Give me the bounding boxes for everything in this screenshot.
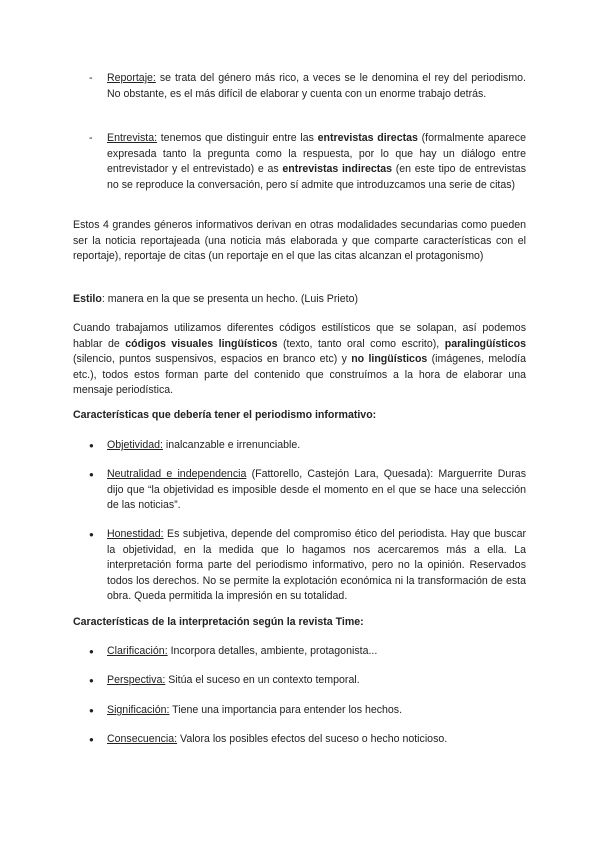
term-consecuencia: Consecuencia: [107,733,178,745]
text-consecuencia: Valora los posibles efectos del suceso o hecho noticioso. [177,733,448,745]
text-codigos-4: (imágenes, melodía etc.), todos estos forman parte del contenido que construímos a la hora de elaborar una mensaje periodística. [73,353,527,396]
text-codigos-2: (texto, tanto oral como escrito), [277,337,445,350]
list-item-neutralidad [107,467,526,514]
bullet-marker: ● [89,441,94,450]
term-significacion: Significación: [107,704,170,716]
bullet-marker: ● [89,706,94,715]
term-neutralidad: Neutralidad e independencia [107,468,247,480]
term-clarificacion: Clarificación: [107,645,168,657]
paragraph-generos: Estos 4 grandes géneros informativos derivan en otras modalidades secundarias como pueden ser la noticia reportajeada (una noticia más elaborada y que comparte características con el reportaje), reportaje de citas (un reportaje en el que las citas alcanzan el protagonismo) [73,219,526,262]
bold-codigos-visuales: códigos visuales lingüísticos [125,337,278,350]
heading-caracteristicas-periodismo: Características que debería tener el periodismo informativo: [73,409,377,421]
list-item-consecuencia [107,732,526,748]
bullet-marker: ● [89,470,94,479]
text-codigos-1: Cuando trabajamos utilizamos diferentes códigos estilísticos que se solapan, así podemos hablar de [73,322,526,350]
text-objetividad: inalcanzable e irrenunciable. [162,439,301,451]
text-codigos-3: (silencio, puntos suspensivos, espacios en branco etc) y [73,353,352,365]
text-perspectiva: Sitúa el suceso en un contexto temporal. [165,674,360,686]
dash-marker: - [89,132,93,144]
list-item-reportaje [107,71,526,102]
list-item-objetividad [107,438,526,454]
term-perspectiva: Perspectiva: [107,674,166,686]
bullet-marker: ● [89,676,94,685]
bold-entrevistas-indirectas: entrevistas indirectas [282,163,393,175]
list-item-entrevista [107,131,526,193]
list-item-perspectiva [107,673,526,689]
term-entrevista: Entrevista: [107,132,158,144]
list-item-honestidad [107,527,526,605]
list-item-clarificacion [107,644,526,660]
text-clarificacion: Incorpora detalles, ambiente, protagonista... [167,645,378,657]
text-significacion: Tiene una importancia para entender los hechos. [169,704,403,716]
term-honestidad: Honestidad: [107,528,164,540]
text-neutralidad: (Fattorello, Castejón Lara, Quesada): Marguerrite Duras dijo que “la objetividad es imposible desde el momento en el que se hace una selección de las noticias”. [107,468,526,511]
bold-paralinguisticos: paralingüísticos [444,337,526,350]
term-objetividad: Objetividad: [107,439,163,451]
bullet-marker: ● [89,735,94,744]
bold-no-linguisticos: no lingüísticos [351,353,428,365]
list-item-significacion [107,703,526,719]
text-honestidad: Es subjetiva, depende del compromiso ético del periodista. Hay que buscar la objetividad, en la medida que lo hagamos nos acercaremos más a ella. La interpretación forma parte del periodismo informativo, pero no la opinión. Reservados todos los derechos. No se permite la explotación económica ni la transformación de esta obra. Queda permitida la impresión en su totalidad. [107,528,526,602]
heading-caracteristicas-time: Características de la interpretación según la revista Time: [73,616,364,628]
text-reportaje: se trata del género más rico, a veces se le denomina el rey del periodismo. No obstante, es el más difícil de elaborar y cuenta con un enorme trabajo detrás. [107,72,526,100]
bullet-marker: ● [89,530,94,539]
text-entrevista-3: (en este tipo de entrevistas no se reproduce la conversación, pero sí admite que introduzcamos una serie de citas) [107,163,526,191]
paragraph-estilo [73,292,526,308]
bullet-marker: ● [89,647,94,656]
text-entrevista-1: tenemos que distinguir entre las [157,132,318,144]
text-estilo: : manera en la que se presenta un hecho. (Luis Prieto) [101,293,359,305]
term-estilo: Estilo [73,293,102,305]
paragraph-codigos [73,321,526,399]
dash-marker: - [89,72,93,84]
bold-entrevistas-directas: entrevistas directas [317,132,418,144]
term-reportaje: Reportaje: [107,72,156,84]
text-entrevista-2: (formalmente aparece expresada tanto la pregunta como la respuesta, por lo que hay un diálogo entre entrevistador y el entrevistado) e as [107,132,526,175]
